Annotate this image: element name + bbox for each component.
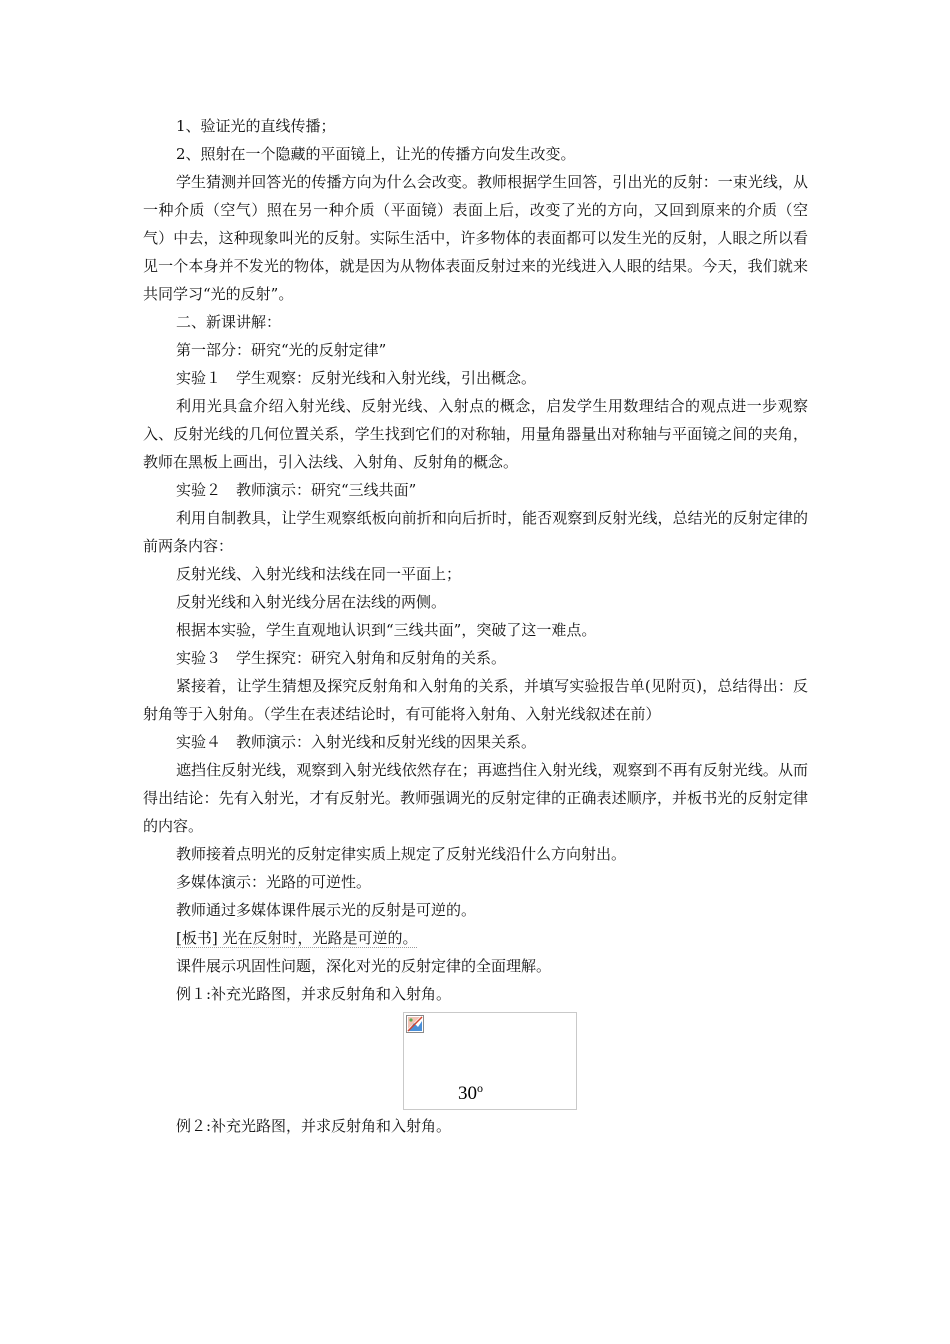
example-2-heading: 例２:补充光路图，并求反射角和入射角。 [176, 1117, 452, 1135]
board-note-text: [板书] 光在反射时，光路是可逆的。 [176, 929, 418, 947]
angle-value: 30 [458, 1083, 477, 1104]
experiment-1-heading: 实验１ 学生观察：反射光线和入射光线，引出概念。 [176, 369, 537, 387]
paragraph-experiment-2: 利用自制教具，让学生观察纸板向前折和向后折时，能否观察到反射光线，总结光的反射定律的前两条内容： [143, 509, 808, 555]
broken-image-icon [406, 1015, 424, 1033]
document-body [143, 112, 808, 1140]
paragraph-multimedia: 教师通过多媒体课件展示光的反射是可逆的。 [176, 901, 477, 919]
section-heading-new-lesson: 二、新课讲解： [176, 313, 282, 331]
paragraph-coplanar: 根据本实验，学生直观地认识到“三线共面”，突破了这一难点。 [176, 621, 597, 639]
paragraph-consolidation: 课件展示巩固性问题，深化对光的反射定律的全面理解。 [176, 957, 552, 975]
law-item-2: 反射光线和入射光线分居在法线的两侧。 [176, 593, 447, 611]
paragraph-experiment-3: 紧接着，让学生猜想及探究反射角和入射角的关系，并填写实验报告单(见附页)，总结得出：反射角等于入射角。（学生在表述结论时，有可能将入射角、入射光线叙述在前） [143, 677, 808, 723]
paragraph-law-essence: 教师接着点明光的反射定律实质上规定了反射光线沿什么方向射出。 [176, 845, 627, 863]
degree-mark: o [477, 1081, 483, 1095]
experiment-3-heading: 实验３ 学生探究：研究入射角和反射角的关系。 [176, 649, 507, 667]
experiment-4-heading: 实验４ 教师演示：入射光线和反射光线的因果关系。 [176, 733, 537, 751]
part-one-heading: 第一部分：研究“光的反射定律” [176, 341, 387, 359]
paragraph-experiment-4: 遮挡住反射光线，观察到入射光线依然存在；再遮挡住入射光线，观察到不再有反射光线。从而得出结论：先有入射光，才有反射光。教师强调光的反射定律的正确表述顺序，并板书光的反射定律的内容。 [143, 761, 808, 835]
experiment-2-heading: 实验２ 教师演示：研究“三线共面” [176, 481, 417, 499]
paragraph-3: 学生猜测并回答光的传播方向为什么会改变。教师根据学生回答，引出光的反射：一束光线，从一种介质（空气）照在另一种介质（平面镜）表面上后，改变了光的方向，又回到原来的介质（空气）中去，这种现象叫光的反射。实际生活中，许多物体的表面都可以发生光的反射，人眼之所以看见一个本身并不发光的物体，就是因为从物体表面反射过来的光线进入人眼的结果。今天，我们就来共同学习“光的反射”。 [143, 173, 808, 303]
paragraph-2: 2、照射在一个隐藏的平面镜上，让光的传播方向发生改变。 [176, 145, 576, 163]
example-1-figure [403, 1012, 577, 1110]
angle-label [458, 1077, 483, 1105]
paragraph-1: 1、验证光的直线传播； [176, 117, 336, 135]
law-item-1: 反射光线、入射光线和法线在同一平面上； [176, 565, 462, 583]
paragraph-experiment-1: 利用光具盒介绍入射光线、反射光线、入射点的概念，启发学生用数理结合的观点进一步观察入、反射光线的几何位置关系，学生找到它们的对称轴，用量角器量出对称轴与平面镜之间的夹角，教师在黑板上画出，引入法线、入射角、反射角的概念。 [143, 397, 808, 471]
example-1-heading: 例１:补充光路图，并求反射角和入射角。 [176, 985, 452, 1003]
board-note [143, 924, 808, 952]
example-1-figure-wrap [143, 1008, 808, 1112]
multimedia-demo-heading: 多媒体演示：光路的可逆性。 [176, 873, 372, 891]
